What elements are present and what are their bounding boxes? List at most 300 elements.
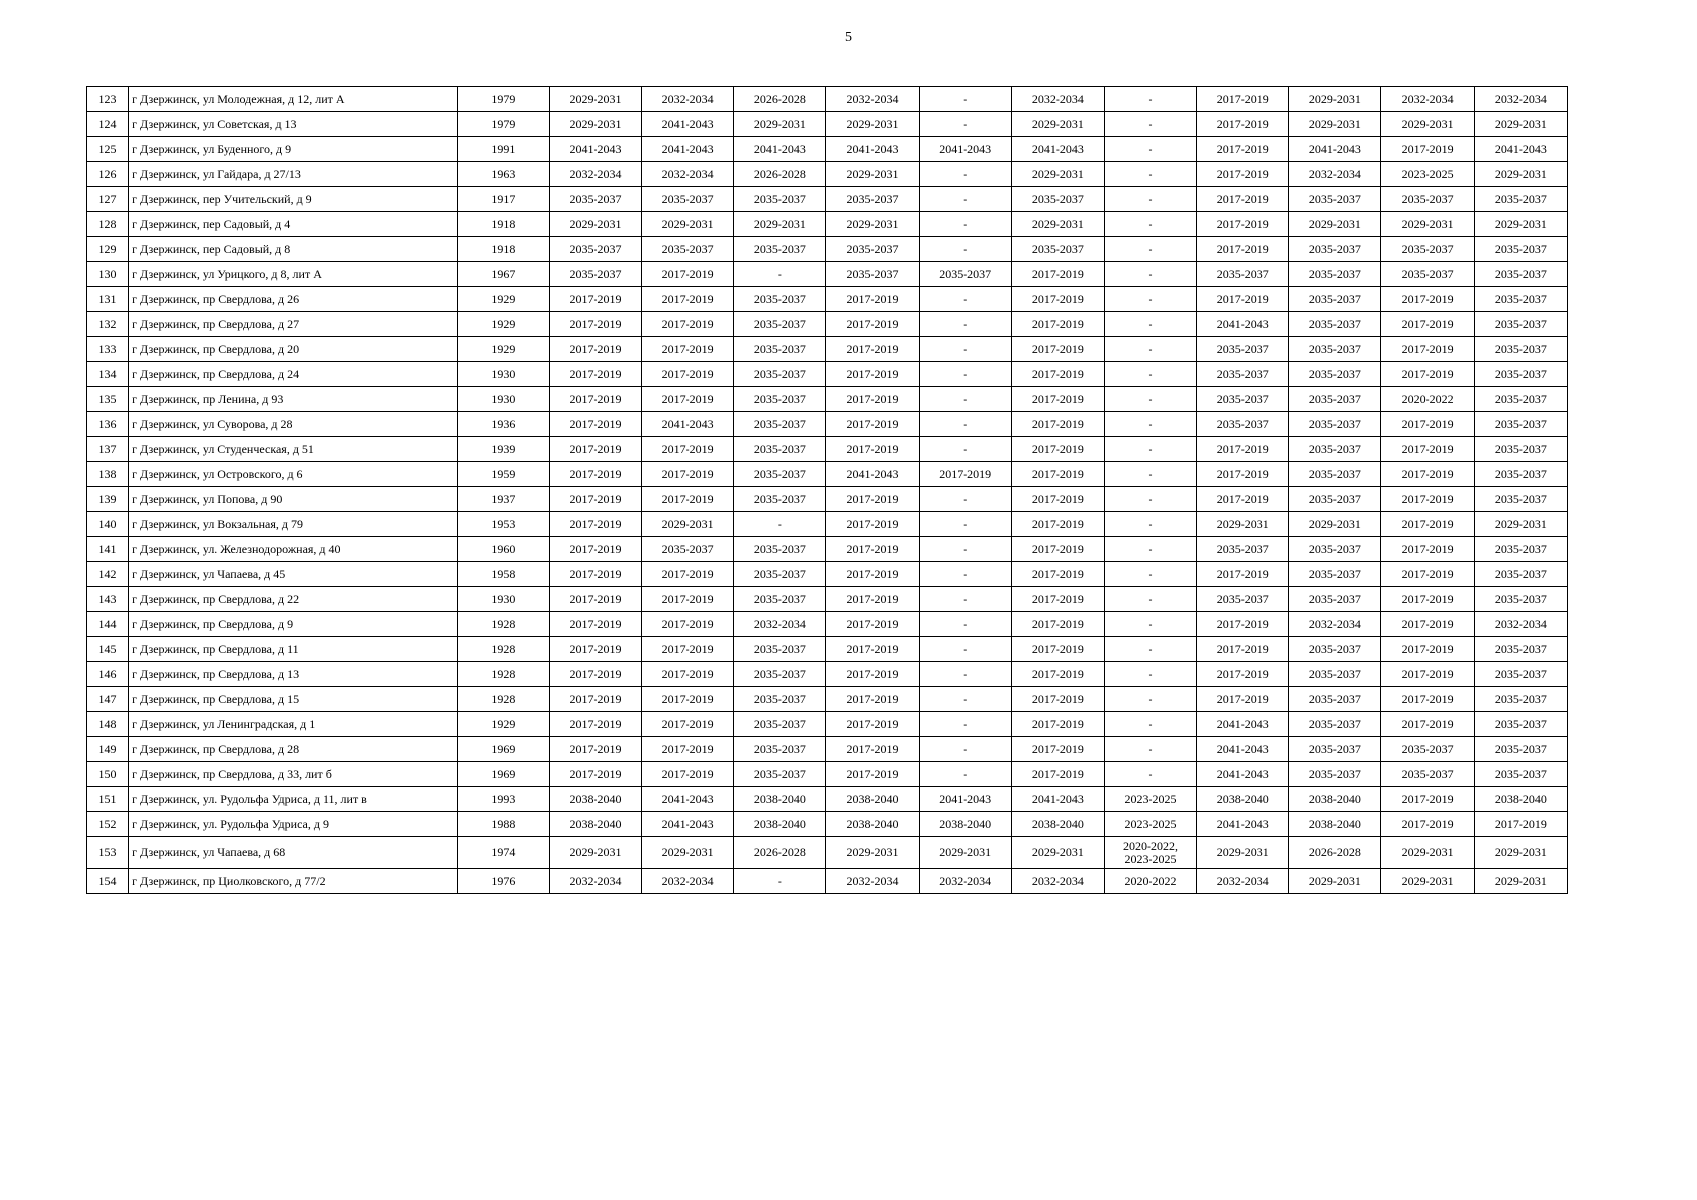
address-cell: г Дзержинск, ул Суворова, д 28 <box>129 412 458 437</box>
address-cell: г Дзержинск, ул Гайдара, д 27/13 <box>129 162 458 187</box>
period-cell: - <box>919 87 1011 112</box>
period-cell: 2041-2043 <box>1474 137 1567 162</box>
period-cell: 2017-2019 <box>549 537 641 562</box>
period-cell: 2035-2037 <box>1289 662 1381 687</box>
period-cell: 2017-2019 <box>826 587 919 612</box>
period-cell: - <box>919 712 1011 737</box>
period-cell: 2038-2040 <box>826 812 919 837</box>
period-cell: 2017-2019 <box>642 562 734 587</box>
row-number-cell: 132 <box>87 312 129 337</box>
period-cell: 2035-2037 <box>1381 262 1474 287</box>
year-cell: 1930 <box>457 587 549 612</box>
period-cell: 2020-2022, 2023-2025 <box>1104 837 1196 869</box>
year-cell: 1937 <box>457 487 549 512</box>
period-cell: 2041-2043 <box>1011 137 1104 162</box>
period-cell: 2017-2019 <box>642 312 734 337</box>
period-cell: - <box>919 212 1011 237</box>
period-cell: - <box>1104 212 1196 237</box>
period-cell: - <box>919 562 1011 587</box>
period-cell: 2017-2019 <box>1197 112 1289 137</box>
period-cell: 2035-2037 <box>1474 637 1567 662</box>
table-row <box>87 662 1568 687</box>
period-cell: 2035-2037 <box>826 187 919 212</box>
period-cell: 2017-2019 <box>1011 737 1104 762</box>
period-cell: 2029-2031 <box>1474 512 1567 537</box>
period-cell: 2029-2031 <box>1011 162 1104 187</box>
period-cell: 2035-2037 <box>1197 537 1289 562</box>
period-cell: 2038-2040 <box>1011 812 1104 837</box>
address-cell: г Дзержинск, пр Свердлова, д 9 <box>129 612 458 637</box>
period-cell: 2017-2019 <box>642 387 734 412</box>
period-cell: 2032-2034 <box>1381 87 1474 112</box>
row-number-cell: 141 <box>87 537 129 562</box>
row-number-cell: 126 <box>87 162 129 187</box>
period-cell: 2017-2019 <box>549 737 641 762</box>
period-cell: 2035-2037 <box>1289 337 1381 362</box>
row-number-cell: 125 <box>87 137 129 162</box>
period-cell: 2017-2019 <box>1381 637 1474 662</box>
period-cell: 2035-2037 <box>734 637 826 662</box>
period-cell: 2035-2037 <box>734 462 826 487</box>
year-cell: 1974 <box>457 837 549 869</box>
period-cell: 2041-2043 <box>642 137 734 162</box>
period-cell: - <box>919 762 1011 787</box>
period-cell: 2035-2037 <box>1474 537 1567 562</box>
period-cell: 2035-2037 <box>1289 687 1381 712</box>
period-cell: 2041-2043 <box>642 812 734 837</box>
row-number-cell: 144 <box>87 612 129 637</box>
year-cell: 1960 <box>457 537 549 562</box>
address-cell: г Дзержинск, пр Свердлова, д 13 <box>129 662 458 687</box>
period-cell: 2017-2019 <box>1381 787 1474 812</box>
period-cell: - <box>919 287 1011 312</box>
address-cell: г Дзержинск, пр Свердлова, д 28 <box>129 737 458 762</box>
period-cell: 2017-2019 <box>826 287 919 312</box>
period-cell: 2017-2019 <box>549 712 641 737</box>
period-cell: 2017-2019 <box>549 662 641 687</box>
period-cell: - <box>1104 237 1196 262</box>
table-row <box>87 312 1568 337</box>
period-cell: 2017-2019 <box>1011 287 1104 312</box>
period-cell: 2017-2019 <box>826 537 919 562</box>
period-cell: 2035-2037 <box>549 237 641 262</box>
page-number: 5 <box>845 30 852 45</box>
address-cell: г Дзержинск, ул. Рудольфа Удриса, д 11, лит в <box>129 787 458 812</box>
period-cell: - <box>919 737 1011 762</box>
period-cell: - <box>1104 512 1196 537</box>
period-cell: 2041-2043 <box>826 137 919 162</box>
address-cell: г Дзержинск, пр Свердлова, д 26 <box>129 287 458 312</box>
period-cell: 2017-2019 <box>826 412 919 437</box>
period-cell: 2017-2019 <box>549 362 641 387</box>
period-cell: - <box>1104 587 1196 612</box>
period-cell: 2017-2019 <box>826 762 919 787</box>
row-number-cell: 142 <box>87 562 129 587</box>
period-cell: 2035-2037 <box>1289 437 1381 462</box>
period-cell: 2017-2019 <box>642 337 734 362</box>
period-cell: 2017-2019 <box>642 662 734 687</box>
period-cell: 2017-2019 <box>642 587 734 612</box>
table-row <box>87 112 1568 137</box>
row-number-cell: 133 <box>87 337 129 362</box>
period-cell: 2038-2040 <box>734 812 826 837</box>
period-cell: 2035-2037 <box>734 362 826 387</box>
period-cell: - <box>1104 662 1196 687</box>
period-cell: 2017-2019 <box>1197 462 1289 487</box>
period-cell: 2038-2040 <box>826 787 919 812</box>
period-cell: 2017-2019 <box>826 637 919 662</box>
period-cell: 2020-2022 <box>1104 869 1196 894</box>
period-cell: 2017-2019 <box>826 512 919 537</box>
period-cell: 2035-2037 <box>1289 187 1381 212</box>
row-number-cell: 150 <box>87 762 129 787</box>
address-cell: г Дзержинск, пр Свердлова, д 15 <box>129 687 458 712</box>
period-cell: 2029-2031 <box>549 112 641 137</box>
period-cell: 2017-2019 <box>1381 337 1474 362</box>
period-cell: 2017-2019 <box>642 762 734 787</box>
period-cell: 2017-2019 <box>1011 362 1104 387</box>
period-cell: 2035-2037 <box>1474 362 1567 387</box>
period-cell: 2032-2034 <box>826 87 919 112</box>
period-cell: 2035-2037 <box>1197 262 1289 287</box>
year-cell: 1929 <box>457 287 549 312</box>
table-body <box>87 87 1568 894</box>
period-cell: 2017-2019 <box>826 562 919 587</box>
period-cell: 2017-2019 <box>642 487 734 512</box>
period-cell: 2017-2019 <box>642 612 734 637</box>
address-cell: г Дзержинск, пр Свердлова, д 27 <box>129 312 458 337</box>
period-cell: 2017-2019 <box>642 362 734 387</box>
period-cell: - <box>734 869 826 894</box>
period-cell: 2035-2037 <box>1289 287 1381 312</box>
period-cell: - <box>1104 112 1196 137</box>
period-cell: 2017-2019 <box>1011 262 1104 287</box>
address-cell: г Дзержинск, пр Свердлова, д 33, лит б <box>129 762 458 787</box>
period-cell: 2017-2019 <box>1197 637 1289 662</box>
table-row <box>87 562 1568 587</box>
period-cell: 2017-2019 <box>1197 237 1289 262</box>
row-number-cell: 127 <box>87 187 129 212</box>
year-cell: 1917 <box>457 187 549 212</box>
period-cell: 2041-2043 <box>826 462 919 487</box>
year-cell: 1939 <box>457 437 549 462</box>
period-cell: 2017-2019 <box>1197 612 1289 637</box>
period-cell: 2041-2043 <box>642 412 734 437</box>
period-cell: 2017-2019 <box>826 337 919 362</box>
period-cell: 2029-2031 <box>642 837 734 869</box>
period-cell: 2035-2037 <box>1197 387 1289 412</box>
period-cell: 2032-2034 <box>1289 162 1381 187</box>
year-cell: 1993 <box>457 787 549 812</box>
address-cell: г Дзержинск, пр Свердлова, д 24 <box>129 362 458 387</box>
table-row <box>87 787 1568 812</box>
period-cell: 2017-2019 <box>549 687 641 712</box>
period-cell: 2029-2031 <box>1011 837 1104 869</box>
row-number-cell: 138 <box>87 462 129 487</box>
period-cell: 2029-2031 <box>1474 162 1567 187</box>
period-cell: 2035-2037 <box>734 412 826 437</box>
period-cell: 2017-2019 <box>549 762 641 787</box>
address-cell: г Дзержинск, пер Садовый, д 8 <box>129 237 458 262</box>
period-cell: 2017-2019 <box>1381 412 1474 437</box>
row-number-cell: 135 <box>87 387 129 412</box>
period-cell: - <box>919 387 1011 412</box>
period-cell: 2041-2043 <box>919 787 1011 812</box>
period-cell: 2023-2025 <box>1104 787 1196 812</box>
period-cell: 2035-2037 <box>734 737 826 762</box>
period-cell: 2017-2019 <box>1011 387 1104 412</box>
period-cell: 2035-2037 <box>1289 412 1381 437</box>
period-cell: 2029-2031 <box>642 212 734 237</box>
table-row <box>87 262 1568 287</box>
period-cell: 2017-2019 <box>1381 362 1474 387</box>
period-cell: 2035-2037 <box>1289 562 1381 587</box>
period-cell: 2035-2037 <box>1474 487 1567 512</box>
address-cell: г Дзержинск, пер Учительский, д 9 <box>129 187 458 212</box>
period-cell: 2017-2019 <box>1011 537 1104 562</box>
period-cell: 2017-2019 <box>1381 662 1474 687</box>
period-cell: 2035-2037 <box>1381 187 1474 212</box>
period-cell: 2026-2028 <box>734 162 826 187</box>
period-cell: 2035-2037 <box>1289 362 1381 387</box>
row-number-cell: 154 <box>87 869 129 894</box>
table-row <box>87 687 1568 712</box>
period-cell: 2041-2043 <box>919 137 1011 162</box>
period-cell: 2029-2031 <box>1381 837 1474 869</box>
period-cell: 2035-2037 <box>734 687 826 712</box>
period-cell: - <box>1104 537 1196 562</box>
year-cell: 1928 <box>457 612 549 637</box>
period-cell: 2029-2031 <box>1474 212 1567 237</box>
period-cell: 2035-2037 <box>1197 337 1289 362</box>
year-cell: 1991 <box>457 137 549 162</box>
period-cell: - <box>734 262 826 287</box>
period-cell: 2029-2031 <box>1289 212 1381 237</box>
period-cell: 2035-2037 <box>642 237 734 262</box>
period-cell: 2038-2040 <box>919 812 1011 837</box>
table-row <box>87 762 1568 787</box>
period-cell: 2029-2031 <box>1011 212 1104 237</box>
row-number-cell: 149 <box>87 737 129 762</box>
period-cell: 2035-2037 <box>1474 262 1567 287</box>
period-cell: 2035-2037 <box>734 662 826 687</box>
period-cell: 2017-2019 <box>826 712 919 737</box>
period-cell: 2035-2037 <box>734 487 826 512</box>
period-cell: 2038-2040 <box>1474 787 1567 812</box>
year-cell: 1963 <box>457 162 549 187</box>
period-cell: 2035-2037 <box>1474 312 1567 337</box>
year-cell: 1918 <box>457 237 549 262</box>
address-cell: г Дзержинск, ул Чапаева, д 68 <box>129 837 458 869</box>
period-cell: 2029-2031 <box>549 837 641 869</box>
period-cell: - <box>1104 762 1196 787</box>
period-cell: 2041-2043 <box>734 137 826 162</box>
period-cell: 2017-2019 <box>549 637 641 662</box>
period-cell: 2017-2019 <box>1011 412 1104 437</box>
period-cell: 2017-2019 <box>1011 637 1104 662</box>
period-cell: 2017-2019 <box>642 712 734 737</box>
period-cell: 2017-2019 <box>549 437 641 462</box>
period-cell: 2029-2031 <box>826 212 919 237</box>
address-cell: г Дзержинск, ул Студенческая, д 51 <box>129 437 458 462</box>
period-cell: 2017-2019 <box>1381 537 1474 562</box>
period-cell: - <box>1104 712 1196 737</box>
period-cell: 2029-2031 <box>1381 212 1474 237</box>
period-cell: 2017-2019 <box>1381 587 1474 612</box>
period-cell: 2017-2019 <box>1011 312 1104 337</box>
period-cell: 2017-2019 <box>1011 612 1104 637</box>
period-cell: 2017-2019 <box>1381 512 1474 537</box>
period-cell: 2032-2034 <box>642 869 734 894</box>
period-cell: 2017-2019 <box>1381 612 1474 637</box>
period-cell: 2029-2031 <box>1474 869 1567 894</box>
year-cell: 1929 <box>457 337 549 362</box>
period-cell: 2035-2037 <box>1381 737 1474 762</box>
period-cell: 2035-2037 <box>549 187 641 212</box>
row-number-cell: 146 <box>87 662 129 687</box>
period-cell: - <box>919 162 1011 187</box>
period-cell: 2017-2019 <box>1381 487 1474 512</box>
period-cell: - <box>1104 412 1196 437</box>
period-cell: 2017-2019 <box>549 312 641 337</box>
period-cell: 2017-2019 <box>826 362 919 387</box>
period-cell: 2017-2019 <box>1381 312 1474 337</box>
table-row <box>87 812 1568 837</box>
period-cell: 2017-2019 <box>549 412 641 437</box>
period-cell: 2017-2019 <box>1197 87 1289 112</box>
row-number-cell: 148 <box>87 712 129 737</box>
table-row <box>87 212 1568 237</box>
period-cell: 2017-2019 <box>1381 137 1474 162</box>
period-cell: 2038-2040 <box>1197 787 1289 812</box>
housing-register-table <box>86 86 1568 894</box>
period-cell: 2038-2040 <box>549 787 641 812</box>
table-row <box>87 437 1568 462</box>
table-row <box>87 837 1568 869</box>
period-cell: 2035-2037 <box>1474 187 1567 212</box>
year-cell: 1958 <box>457 562 549 587</box>
period-cell: 2035-2037 <box>1289 262 1381 287</box>
period-cell: 2026-2028 <box>734 87 826 112</box>
period-cell: 2035-2037 <box>1474 237 1567 262</box>
year-cell: 1929 <box>457 312 549 337</box>
period-cell: 2017-2019 <box>1381 812 1474 837</box>
period-cell: 2041-2043 <box>549 137 641 162</box>
period-cell: 2017-2019 <box>549 562 641 587</box>
row-number-cell: 123 <box>87 87 129 112</box>
table-row <box>87 637 1568 662</box>
table-row <box>87 612 1568 637</box>
period-cell: 2017-2019 <box>549 612 641 637</box>
period-cell: - <box>1104 612 1196 637</box>
period-cell: 2029-2031 <box>1289 869 1381 894</box>
period-cell: 2017-2019 <box>1197 162 1289 187</box>
period-cell: - <box>1104 562 1196 587</box>
period-cell: - <box>1104 312 1196 337</box>
period-cell: - <box>919 237 1011 262</box>
period-cell: 2035-2037 <box>1381 237 1474 262</box>
period-cell: - <box>919 537 1011 562</box>
period-cell: 2029-2031 <box>1011 112 1104 137</box>
period-cell: 2041-2043 <box>1197 312 1289 337</box>
period-cell: 2035-2037 <box>1011 187 1104 212</box>
period-cell: 2017-2019 <box>1197 187 1289 212</box>
period-cell: 2017-2019 <box>1381 712 1474 737</box>
period-cell: 2017-2019 <box>642 462 734 487</box>
table-row <box>87 87 1568 112</box>
table-row <box>87 487 1568 512</box>
address-cell: г Дзержинск, ул. Железнодорожная, д 40 <box>129 537 458 562</box>
period-cell: 2017-2019 <box>826 312 919 337</box>
period-cell: 2041-2043 <box>1197 762 1289 787</box>
period-cell: 2017-2019 <box>1197 487 1289 512</box>
period-cell: 2035-2037 <box>1197 362 1289 387</box>
period-cell: 2017-2019 <box>1011 587 1104 612</box>
period-cell: 2038-2040 <box>549 812 641 837</box>
year-cell: 1953 <box>457 512 549 537</box>
period-cell: - <box>919 512 1011 537</box>
period-cell: 2035-2037 <box>734 287 826 312</box>
period-cell: - <box>919 437 1011 462</box>
period-cell: - <box>1104 162 1196 187</box>
period-cell: 2017-2019 <box>1011 462 1104 487</box>
table-row <box>87 712 1568 737</box>
table-row <box>87 587 1568 612</box>
address-cell: г Дзержинск, ул Буденного, д 9 <box>129 137 458 162</box>
year-cell: 1918 <box>457 212 549 237</box>
table-row <box>87 137 1568 162</box>
period-cell: 2029-2031 <box>1474 837 1567 869</box>
period-cell: 2041-2043 <box>1011 787 1104 812</box>
row-number-cell: 140 <box>87 512 129 537</box>
period-cell: 2017-2019 <box>549 337 641 362</box>
period-cell: 2035-2037 <box>734 587 826 612</box>
period-cell: 2035-2037 <box>734 712 826 737</box>
row-number-cell: 134 <box>87 362 129 387</box>
period-cell: 2029-2031 <box>642 512 734 537</box>
period-cell: 2032-2034 <box>642 87 734 112</box>
year-cell: 1928 <box>457 662 549 687</box>
period-cell: 2017-2019 <box>1011 512 1104 537</box>
address-cell: г Дзержинск, ул Урицкого, д 8, лит А <box>129 262 458 287</box>
period-cell: 2038-2040 <box>734 787 826 812</box>
address-cell: г Дзержинск, ул Попова, д 90 <box>129 487 458 512</box>
row-number-cell: 147 <box>87 687 129 712</box>
table-row <box>87 162 1568 187</box>
period-cell: 2026-2028 <box>1289 837 1381 869</box>
period-cell: 2017-2019 <box>919 462 1011 487</box>
table-row <box>87 869 1568 894</box>
period-cell: 2032-2034 <box>1474 87 1567 112</box>
period-cell: - <box>919 412 1011 437</box>
address-cell: г Дзержинск, ул Молодежная, д 12, лит А <box>129 87 458 112</box>
period-cell: 2035-2037 <box>734 762 826 787</box>
period-cell: 2035-2037 <box>549 262 641 287</box>
period-cell: - <box>919 687 1011 712</box>
row-number-cell: 130 <box>87 262 129 287</box>
period-cell: - <box>919 337 1011 362</box>
period-cell: 2017-2019 <box>642 262 734 287</box>
row-number-cell: 143 <box>87 587 129 612</box>
period-cell: 2032-2034 <box>734 612 826 637</box>
period-cell: 2035-2037 <box>734 312 826 337</box>
period-cell: 2035-2037 <box>1474 662 1567 687</box>
row-number-cell: 145 <box>87 637 129 662</box>
period-cell: 2041-2043 <box>1197 712 1289 737</box>
period-cell: 2017-2019 <box>826 387 919 412</box>
period-cell: 2017-2019 <box>1381 687 1474 712</box>
period-cell: - <box>1104 137 1196 162</box>
